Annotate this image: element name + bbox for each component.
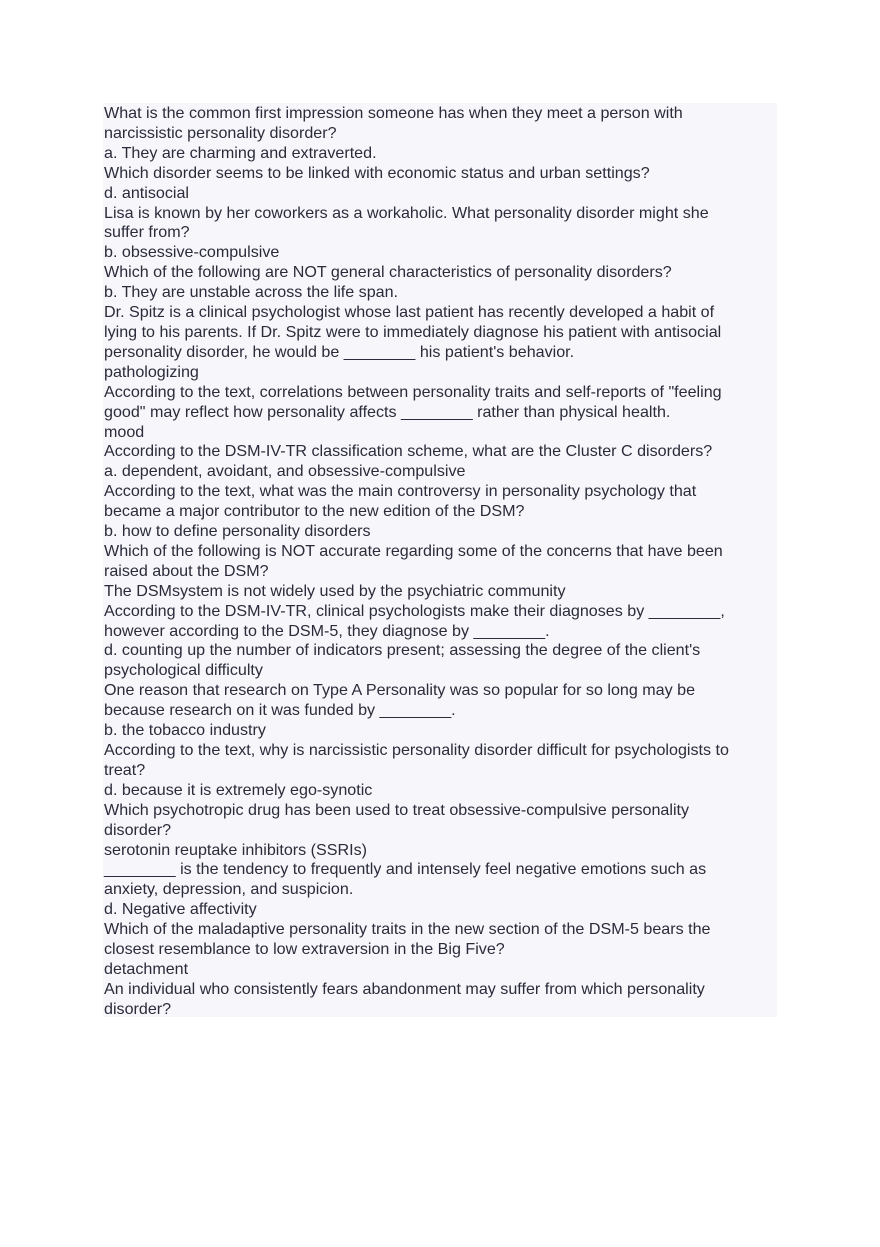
text-line: Which psychotropic drug has been used to treat obsessive-compulsive personality bbox=[104, 800, 690, 819]
text-line: detachment bbox=[104, 959, 189, 978]
text-line: serotonin reuptake inhibitors (SSRIs) bbox=[104, 840, 367, 859]
text-line: Which of the maladaptive personality traits in the new section of the DSM-5 bears the bbox=[104, 920, 711, 939]
text-line: narcissistic personality disorder? bbox=[104, 123, 337, 142]
text-line: Which of the following is NOT accurate regarding some of the concerns that have been bbox=[104, 541, 723, 560]
text-line: a. dependent, avoidant, and obsessive-compulsive bbox=[104, 462, 466, 481]
text-line: b. obsessive-compulsive bbox=[104, 243, 280, 262]
text-line: b. the tobacco industry bbox=[104, 721, 266, 740]
text-line: d. because it is extremely ego-synotic bbox=[104, 780, 373, 799]
text-line: lying to his parents. If Dr. Spitz were to immediately diagnose his patient with antisocial bbox=[104, 322, 722, 341]
text-line: psychological difficulty bbox=[104, 661, 263, 680]
text-line: became a major contributor to the new edition of the DSM? bbox=[104, 502, 525, 521]
text-line: According to the text, why is narcissistic personality disorder difficult for psychologists to bbox=[104, 741, 729, 759]
text-line: According to the text, what was the main controversy in personality psychology that bbox=[104, 482, 697, 501]
text-line: d. Negative affectivity bbox=[104, 900, 257, 919]
text-line: ________ is the tendency to frequently and intensely feel negative emotions such as bbox=[104, 860, 707, 879]
text-line: suffer from? bbox=[104, 223, 190, 242]
text-line: disorder? bbox=[104, 999, 172, 1018]
text-line: disorder? bbox=[104, 820, 172, 839]
text-line: pathologizing bbox=[104, 362, 199, 381]
text-line: An individual who consistently fears abandonment may suffer from which personality bbox=[104, 979, 705, 998]
text-line: treat? bbox=[104, 760, 146, 779]
text-line: because research on it was funded by ________. bbox=[104, 701, 456, 720]
text-line: The DSMsystem is not widely used by the psychiatric community bbox=[104, 581, 566, 600]
text-line: raised about the DSM? bbox=[104, 561, 269, 580]
text-line: Lisa is known by her coworkers as a workaholic. What personality disorder might she bbox=[104, 203, 709, 222]
text-line: anxiety, depression, and suspicion. bbox=[104, 880, 354, 899]
text-line: a. They are charming and extraverted. bbox=[104, 143, 377, 162]
text-line: closest resemblance to low extraversion in the Big Five? bbox=[104, 940, 505, 959]
text-line: According to the DSM-IV-TR, clinical psychologists make their diagnoses by ________, bbox=[104, 601, 725, 620]
text-line: b. They are unstable across the life span. bbox=[104, 283, 399, 302]
question-answer-list bbox=[104, 104, 794, 1020]
text-line: Which disorder seems to be linked with economic status and urban settings? bbox=[104, 163, 650, 182]
text-line: b. how to define personality disorders bbox=[104, 522, 371, 541]
text-line: According to the DSM-IV-TR classification scheme, what are the Cluster C disorders? bbox=[104, 442, 713, 461]
text-line: What is the common first impression someone has when they meet a person with bbox=[104, 104, 683, 122]
text-line: Dr. Spitz is a clinical psychologist whose last patient has recently developed a habit of bbox=[104, 303, 715, 322]
text-line: d. counting up the number of indicators present; assessing the degree of the client's bbox=[104, 641, 701, 660]
text-line: however according to the DSM-5, they diagnose by ________. bbox=[104, 621, 550, 640]
text-line: According to the text, correlations between personality traits and self-reports of "feeling bbox=[104, 382, 722, 401]
text-line: personality disorder, he would be ________ his patient's behavior. bbox=[104, 342, 575, 361]
text-line: mood bbox=[104, 422, 145, 441]
text-line: good" may reflect how personality affects ________ rather than physical health. bbox=[104, 402, 671, 421]
text-line: One reason that research on Type A Personality was so popular for so long may be bbox=[104, 681, 696, 700]
text-line: Which of the following are NOT general characteristics of personality disorders? bbox=[104, 263, 672, 282]
text-line: d. antisocial bbox=[104, 183, 189, 202]
